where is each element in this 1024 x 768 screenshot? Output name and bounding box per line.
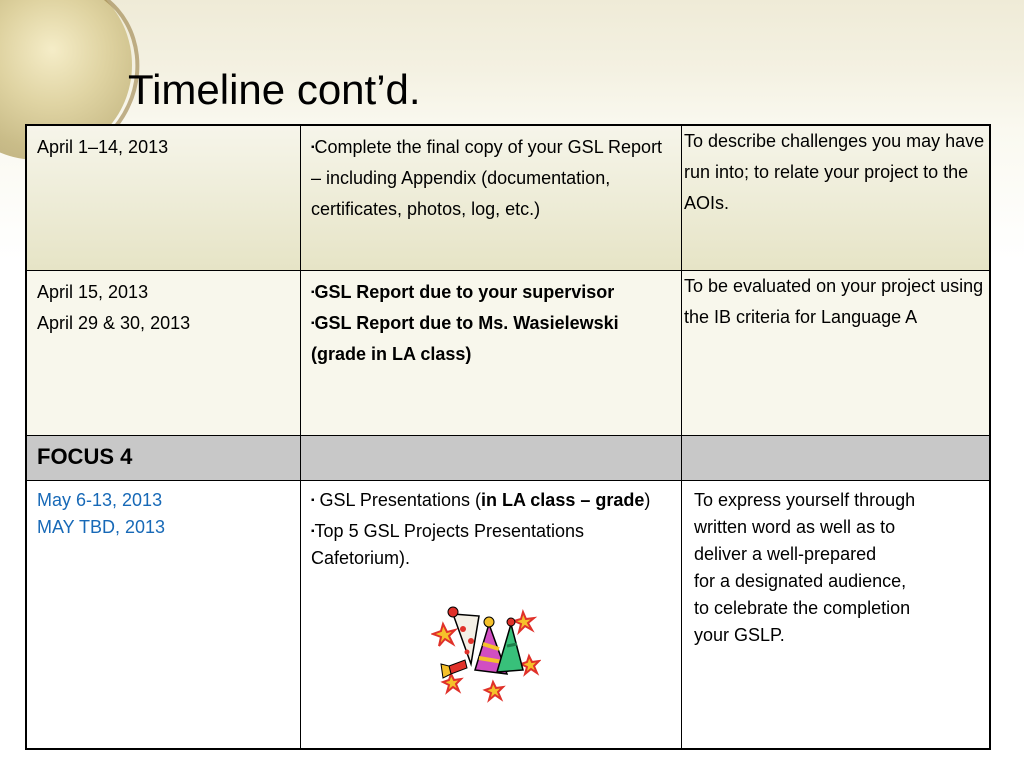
party-hats-celebration-icon [431, 594, 541, 704]
date-text: May 6-13, 2013 [37, 490, 163, 510]
date-cell [26, 481, 301, 750]
section-cell [26, 436, 301, 481]
bullet-icon: ▪ [311, 526, 315, 537]
bullet-icon: ▪ [311, 287, 315, 298]
task-cell [301, 481, 682, 750]
task-text: Top 5 GSL Projects Presentations Cafetorium). [311, 521, 585, 568]
purpose-line: to celebrate the completion [694, 598, 911, 618]
task-cell [301, 271, 682, 436]
section-row [26, 436, 990, 481]
purpose-text: To describe challenges you may have run into; to relate your project to the AOIs. [684, 131, 985, 213]
purpose-line: To express yourself through [694, 490, 916, 510]
date-cell [26, 125, 301, 271]
task-text: ) [644, 490, 651, 510]
table-row [26, 271, 990, 436]
task-cell [301, 125, 682, 271]
task-text: GSL Report due to Ms. Wasielewski (grade in LA class) [311, 313, 619, 364]
purpose-line: deliver a well-prepared [694, 544, 877, 564]
party-hats-icon [431, 594, 541, 704]
date-text: April 29 & 30, 2013 [37, 313, 191, 333]
bullet-icon: ▪ [311, 495, 315, 506]
task-text: GSL Report due to your supervisor [314, 282, 615, 302]
date-text: April 1–14, 2013 [37, 137, 169, 157]
bullet-icon: ▪ [311, 318, 315, 329]
bullet-icon: ▪ [311, 142, 315, 153]
task-text: GSL Presentations ( [314, 490, 481, 510]
purpose-line: for a designated audience, [694, 571, 907, 591]
table-row [26, 481, 990, 750]
section-heading: FOCUS 4 [37, 444, 133, 469]
task-text: Complete the final copy of your GSL Report – including Appendix (documentation, certificates, photos, log, etc.) [311, 137, 663, 219]
slide-title: Timeline cont’d. [128, 66, 421, 113]
purpose-text: To be evaluated on your project using the IB criteria for Language A [684, 276, 984, 327]
task-text-bold: in LA class – grade [480, 490, 645, 510]
date-text: MAY TBD, 2013 [37, 517, 166, 537]
timeline-table [25, 124, 991, 750]
table-row [26, 125, 990, 271]
purpose-line: your GSLP. [694, 625, 785, 645]
date-text: April 15, 2013 [37, 282, 149, 302]
purpose-cell [682, 481, 991, 750]
purpose-cell [682, 125, 991, 271]
empty-cell [682, 436, 991, 481]
empty-cell [301, 436, 682, 481]
date-cell [26, 271, 301, 436]
purpose-cell [682, 271, 991, 436]
purpose-line: written word as well as to [694, 517, 896, 537]
